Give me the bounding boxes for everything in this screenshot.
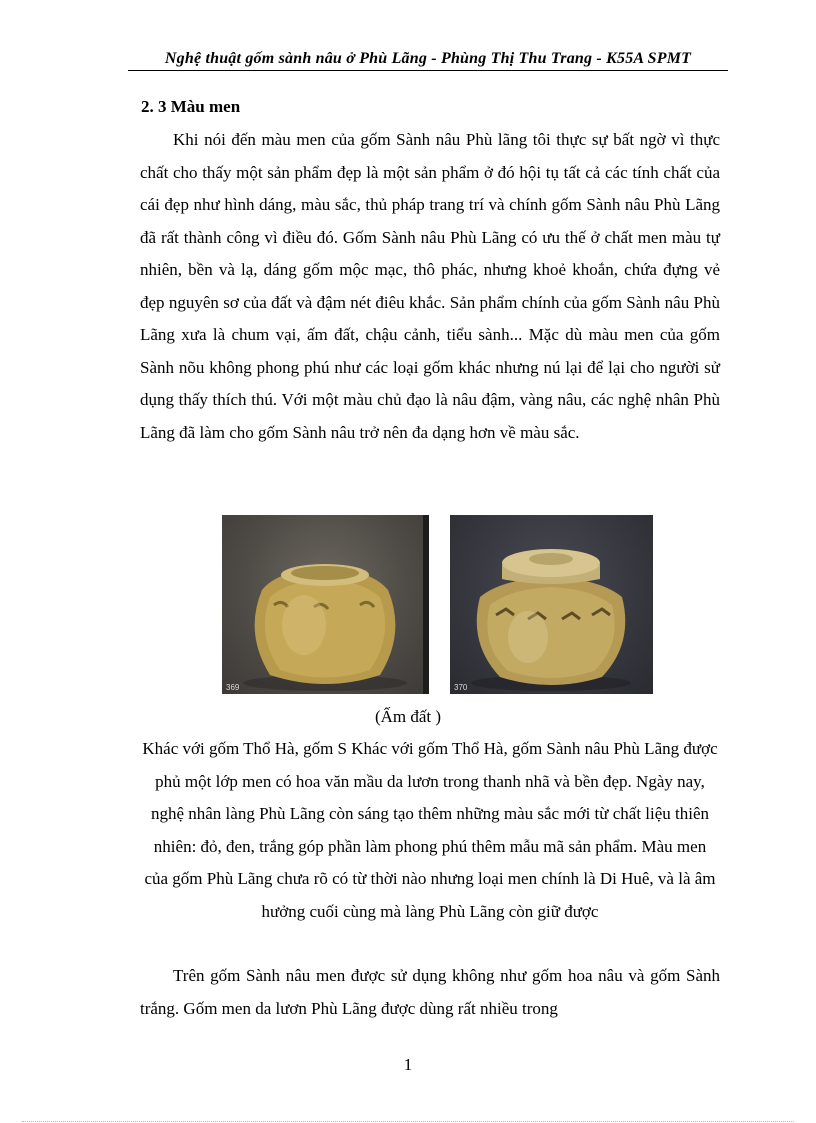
figure-caption: (Ấm đất ) [374,707,442,726]
running-header: Nghệ thuật gốm sành nâu ở Phù Lãng - Phùng Thị Thu Trang - K55A SPMT [164,50,692,67]
footer-rule [22,1121,794,1122]
clay-pot-photo-2 [450,515,653,694]
paragraph-1: Khi nói đến màu men của gốm Sành nâu Phù lãng tôi thực sự bất ngờ vì thực chất cho thấy một sản phẩm đẹp là một sản phẩm ở đó hội tụ tất cả các tính chất của cái đẹp như hình dáng, màu sắc, thủ pháp trang trí và chính gốm Sành nâu Phù Lãng đã rất thành công vì điều đó. Gốm Sành nâu Phù Lãng có ưu thế ở chất men màu tự nhiên, bền và lạ, dáng gốm mộc mạc, thô phác, nhưng khoẻ khoắn, chứa đựng vẻ đẹp nguyên sơ của đất và đậm nét điêu khắc. Sản phẩm chính của gốm Sành nâu Phù Lãng xưa là chum vại, ấm đất, chậu cảnh, tiểu sành... Mặc dù màu men của gốm Sành nõu không phong phú như các loại gốm khác nhưng nú lại để lại cho người sử dụng thấy thích thú. Với một màu chủ đạo là nâu đậm, vàng nâu, các nghệ nhân Phù Lãng đã làm cho gốm Sành nâu trở nên đa dạng hơn về màu sắc. [140,130,720,442]
paragraph-2: Khác với gốm Thổ Hà, gốm S Khác với gốm Thổ Hà, gốm Sành nâu Phù Lãng được phủ một lớp men có hoa văn mầu da lươn trong thanh nhã và bền đẹp. Ngày nay, nghệ nhân làng Phù Lãng còn sáng tạo thêm những màu sắc mới từ chất liệu thiên nhiên: đỏ, đen, trắng góp phần làm phong phú thêm mẫu mã sản phẩm. Màu men của gốm Phù Lãng chưa rõ có từ thời nào nhưng loại men chính là Di Huê, và là âm hưởng cuối cùng mà làng Phù Lãng còn giữ được [142,739,718,921]
paragraph-3: Trên gốm Sành nâu men được sử dụng không như gốm hoa nâu và gốm Sành trắng. Gốm men da lươn Phù Lãng được dùng rất nhiều trong [140,966,720,1018]
photo-edge [423,515,429,694]
clay-pot-photo-1 [222,515,429,694]
clay-pot-1-image [222,515,429,694]
header-rule [128,70,728,71]
photo-2-number: 370 [454,683,468,692]
clay-pot-2-image [450,515,653,694]
photo-1-number: 369 [226,683,240,692]
page-number: 1 [403,1055,413,1074]
section-title: 2. 3 Màu men [141,97,241,116]
